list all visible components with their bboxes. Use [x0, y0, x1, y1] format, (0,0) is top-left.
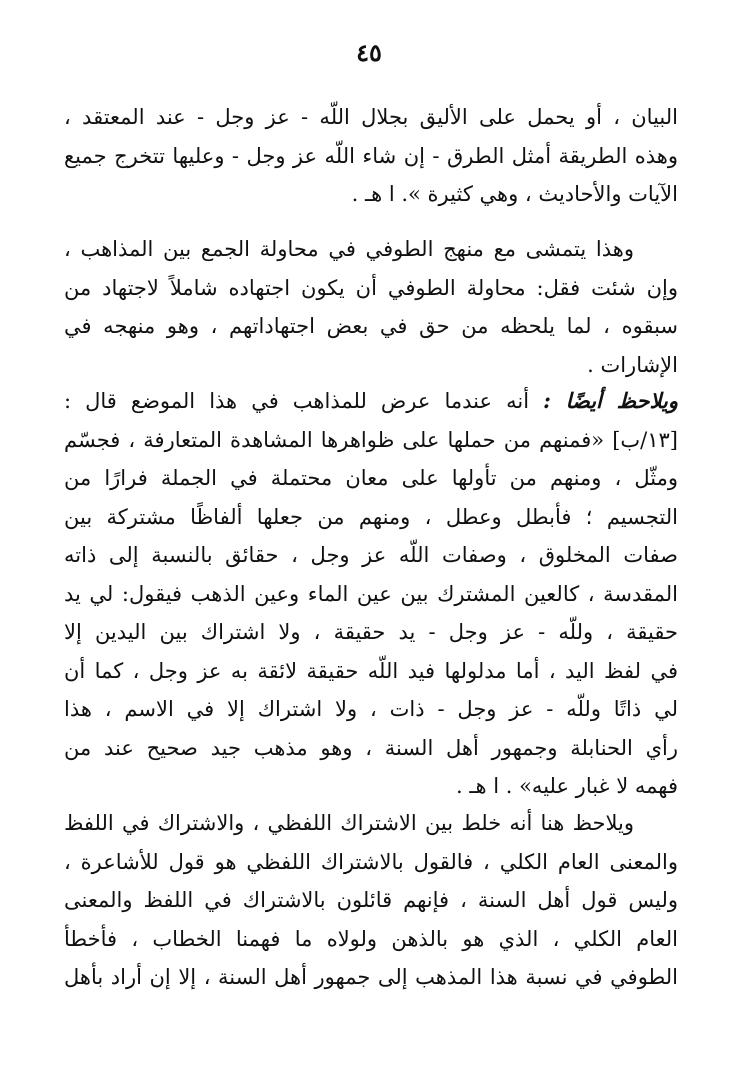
text-line: وهذا يتمشى مع منهج الطوفي في محاولة الجمع بين المذاهب ، [64, 237, 634, 261]
text-line: رأي الحنابلة وجمهور أهل السنة ، وهو مذهب جيد صحيح عند من [64, 735, 678, 760]
text-fragment: أنه عندما عرض للمذاهب في هذا الموضع قال : [64, 389, 530, 413]
text-line: وليس قول أهل السنة ، فإنهم قائلون بالاشتراك في اللفظ والمعنى [64, 888, 678, 912]
text-line: وإن شئت فقل: محاولة الطوفي أن يكون اجتهاده شاملاً لاجتهاد من [64, 275, 678, 300]
paragraph-4 [64, 804, 678, 997]
text-line: سبقوه ، لما يلحظه من حق في بعض اجتهاداتهم ، وهو منهجه في [64, 314, 678, 338]
text-line: ومثّل ، ومنهم من تأولها على معان محتملة في الجملة فرارًا من [64, 466, 678, 490]
text-line: التجسيم ؛ فأبطل وعطل ، ومنهم من جعلها ألفاظًا مشتركة بين [64, 504, 678, 529]
paragraph-3 [64, 382, 678, 806]
paragraph-1 [64, 98, 678, 214]
text-line: والمعنى العام الكلي ، فالقول بالاشتراك اللفظي هو قول للأشاعرة ، [64, 849, 678, 874]
page-number: ٤٥ [356, 38, 382, 67]
emphasis-lead: ويلاحظ أيضًا : [543, 388, 678, 413]
text-line: المقدسة ، كالعين المشترك بين عين الماء وعين الذهب فيقول: لي يد [64, 581, 678, 606]
text-line: وهذه الطريقة أمثل الطرق - إن شاء اللّه عز وجل - وعليها تتخرج جميع [64, 143, 678, 168]
text-line: الطوفي في نسبة هذا المذهب إلى جمهور أهل السنة ، إلا إن أراد بأهل [64, 965, 678, 989]
text-line: في لفظ اليد ، أما مدلولها فيد اللّه حقيقة لائقة به عز وجل ، كما أن [64, 658, 678, 683]
text-line: [١٣/ب] «فمنهم من حملها على ظواهرها المشاهدة المتعارفة ، فجسّم [64, 427, 678, 452]
text-line: صفات المخلوق ، وصفات اللّه عز وجل ، حقائق بالنسبة إلى ذاته [64, 543, 678, 567]
text-line: الآيات والأحاديث ، وهي كثيرة ». ا هـ . [351, 182, 678, 206]
paragraph-2 [64, 230, 678, 384]
text-line: البيان ، أو يحمل على الأليق بجلال اللّه - عز وجل - عند المعتقد ، [64, 105, 678, 129]
text-line: ويلاحظ هنا أنه خلط بين الاشتراك اللفظي ، والاشتراك في اللفظ [64, 811, 634, 835]
text-line: العام الكلي ، الذي هو بالذهن ولولاه ما فهمنا الخطاب ، فأخطأ [64, 926, 678, 951]
text-line: فهمه لا غبار عليه» . ا هـ . [455, 774, 678, 798]
text-line: الإشارات . [587, 352, 678, 377]
text-line: حقيقة ، وللّه - عز وجل - يد حقيقة ، ولا اشتراك بين اليدين إلا [64, 620, 678, 644]
text-line-with-lead [64, 382, 678, 421]
text-line: لي ذاتًا وللّه - عز وجل - ذات ، ولا اشتراك إلا في الاسم ، هذا [64, 697, 678, 721]
